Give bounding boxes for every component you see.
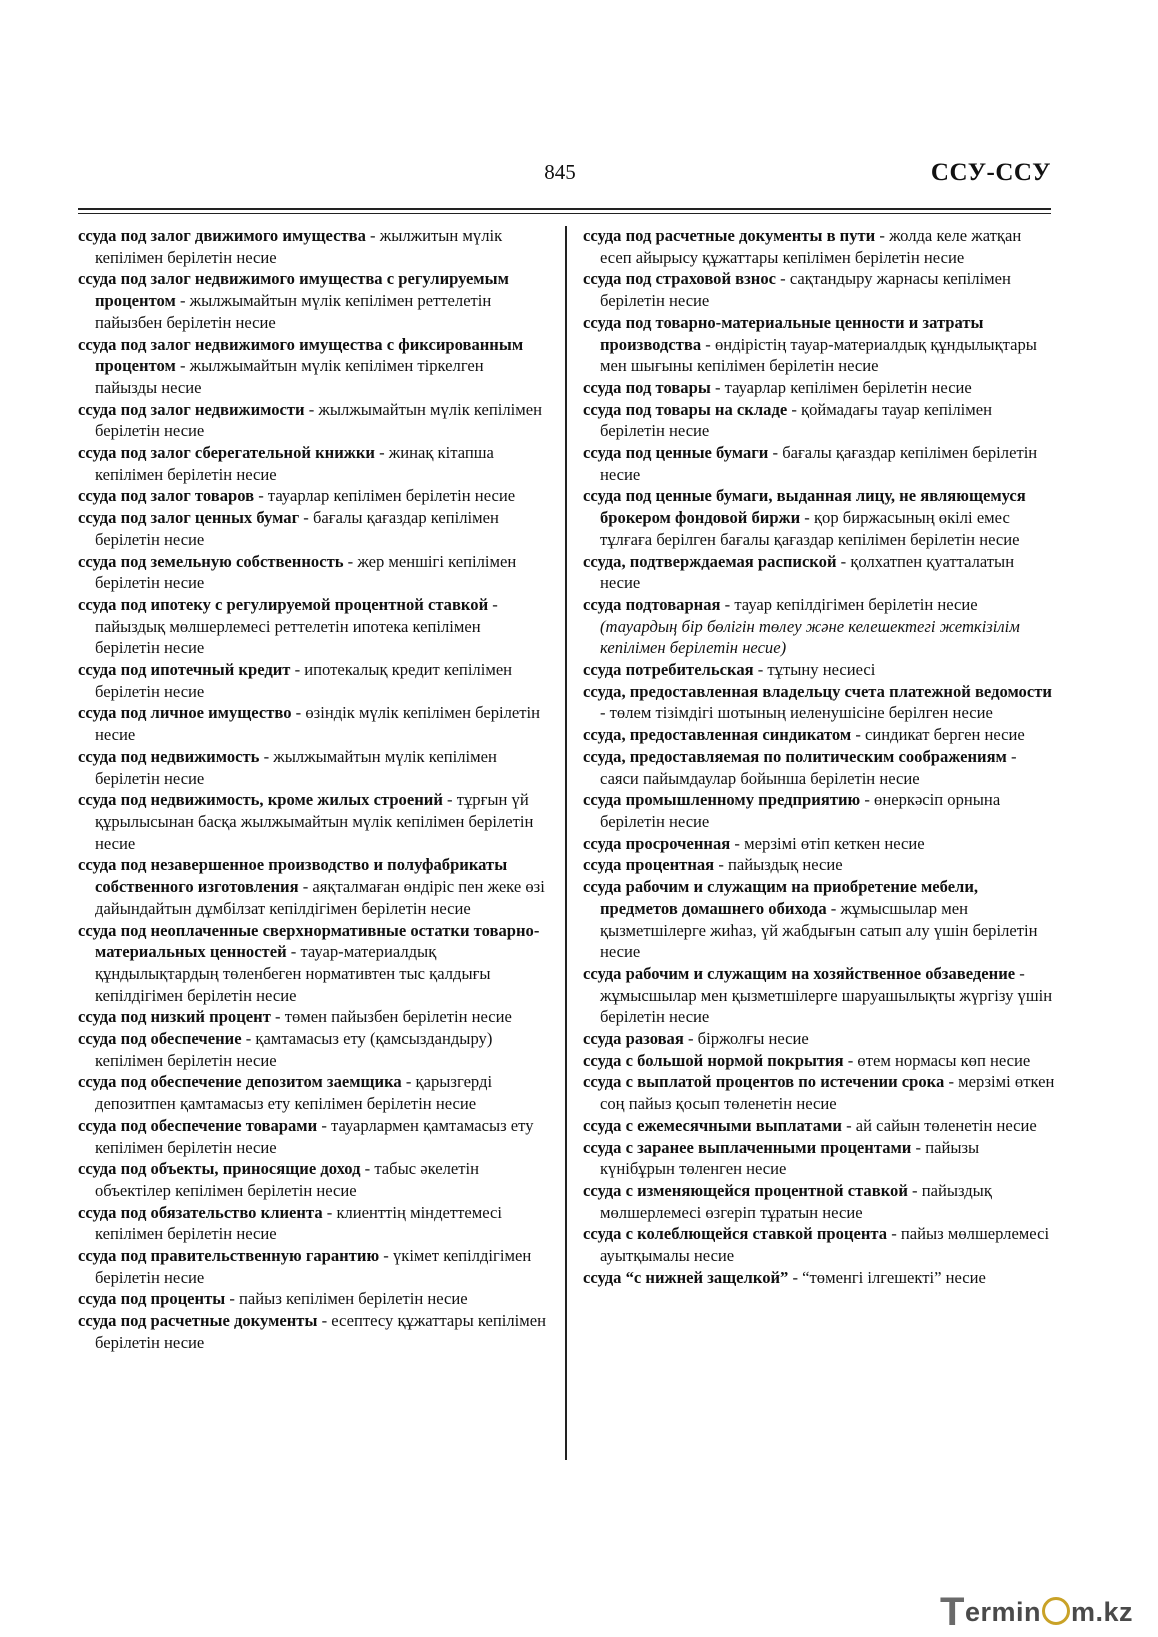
entry-term: ссуда промышленному предприятию	[583, 790, 861, 810]
entry-definition: - қарызгерді депозитпен қамтамасыз ету кепілімен берілетін несие	[95, 1072, 493, 1114]
entry-definition: - тауар кепілдігімен берілетін несие	[720, 594, 978, 614]
entry-definition: - өзіндік мүлік кепілімен берілетін несие	[95, 703, 541, 745]
dictionary-entry	[78, 1158, 548, 1201]
dictionary-entry	[583, 1137, 1055, 1180]
entry-definition: - жолда келе жатқан есеп айырысу құжаттары кепілімен берілетін несие	[600, 226, 1022, 267]
entry-definition: - төлем тізімдігі шотының иеленушісіне берілген несие	[600, 703, 993, 723]
entry-term: ссуда под обеспечение депозитом заемщика	[78, 1072, 402, 1092]
entry-definition: - тұтыну несиесі	[753, 660, 876, 680]
entry-definition: - клиенттің міндеттемесі кепілімен берілетін несие	[95, 1202, 502, 1244]
entry-term: ссуда под залог недвижимого имущества с регулируемым процентом	[78, 269, 509, 311]
entry-definition: - тауарлар кепілімен берілетін несие	[254, 486, 516, 506]
entry-term: ссуда под залог ценных бумаг	[78, 508, 300, 528]
dictionary-entry	[583, 1267, 1055, 1289]
dictionary-entry	[583, 312, 1055, 377]
dictionary-entry	[583, 724, 1055, 746]
entry-definition: - табыс әкелетін объектілер кепілімен берілетін несие	[95, 1159, 480, 1200]
entry-term: ссуда под залог сберегательной книжки	[78, 443, 375, 463]
entry-term: ссуда процентная	[583, 855, 715, 875]
entry-definition: - біржолғы несие	[683, 1029, 809, 1049]
entry-term: ссуда под расчетные документы	[78, 1311, 318, 1331]
dictionary-entry	[78, 225, 548, 268]
entry-definition: - тауарлар кепілімен берілетін несие	[710, 377, 972, 397]
entry-definition: - жылжитын мүлік кепілімен берілетін несие	[95, 226, 503, 267]
dictionary-entry	[78, 507, 548, 550]
entry-term: ссуда под личное имущество	[78, 703, 292, 723]
dictionary-entry	[78, 1115, 548, 1158]
entry-definition: - өтем нормасы көп несие	[843, 1050, 1031, 1070]
entry-term: ссуда под обязательство клиента	[78, 1202, 323, 1222]
entry-term: ссуда рабочим и служащим на приобретение мебели, предметов домашнего обихода	[583, 877, 979, 918]
entry-term: ссуда “с нижней защелкой”	[583, 1267, 789, 1287]
dictionary-entry	[78, 1288, 548, 1310]
entry-definition: - ай сайын төленетін несие	[841, 1115, 1037, 1135]
dictionary-entry	[583, 442, 1055, 485]
dictionary-entry	[78, 920, 548, 1007]
entry-definition: - ипотекалық кредит кепілімен берілетін несие	[95, 660, 513, 701]
dictionary-entry	[583, 399, 1055, 442]
entry-definition: - қамтамасыз ету (қамсыздандыру) кепілімен берілетін несие	[95, 1029, 493, 1070]
dictionary-entry	[583, 551, 1055, 594]
dictionary-entry	[583, 789, 1055, 832]
entry-term: ссуда с заранее выплаченными процентами	[583, 1137, 912, 1157]
entry-definition: - мерзімі өтіп кеткен несие	[730, 833, 925, 853]
dictionary-entry	[78, 659, 548, 702]
dictionary-entry	[78, 268, 548, 333]
entry-definition: - синдикат берген несие	[851, 725, 1025, 745]
entry-term: ссуда под правительственную гарантию	[78, 1246, 380, 1266]
entry-term: ссуда, предоставленная синдикатом	[583, 725, 852, 745]
entry-definition: - жұмысшылар мен қызметшілерге жиһаз, үй жабдығын сатып алу үшін берілетін несие	[600, 898, 1038, 962]
entry-definition: - жылжымайтын мүлік кепілімен берілетін несие	[95, 746, 497, 788]
entry-definition: - жинақ кітапша кепілімен берілетін несие	[95, 443, 494, 484]
dictionary-entry	[78, 1006, 548, 1028]
entry-term: ссуда под ипотечный кредит	[78, 660, 291, 680]
entry-term: ссуда под страховой взнос	[583, 269, 777, 289]
dictionary-entry	[78, 334, 548, 399]
entry-definition: - аяқталмаған өндіріс пен жеке өзі дайындайтын дұмбілзат кепілдігімен берілетін несие	[95, 877, 545, 918]
dictionary-entry	[583, 963, 1055, 1028]
entry-term: ссуда под товарно-материальные ценности и затраты производства	[583, 312, 984, 354]
logo-text-part2: m.kz	[1070, 1597, 1133, 1627]
dictionary-entry	[583, 1223, 1055, 1266]
logo-text-part1: ermin	[964, 1597, 1041, 1627]
entry-definition: - өндірістің тауар-материалдық құндылықтары мен шығыны кепілімен берілетін несие	[600, 334, 1037, 376]
right-column	[583, 225, 1055, 1288]
entry-term: ссуда под товары на складе	[583, 399, 788, 419]
entry-definition: - бағалы қағаздар кепілімен берілетін несие	[600, 443, 1038, 484]
entry-term: ссуда под обеспечение товарами	[78, 1115, 318, 1135]
entry-term: ссуда с ежемесячными выплатами	[583, 1115, 842, 1135]
dictionary-entry	[583, 746, 1055, 789]
entry-definition: - сақтандыру жарнасы кепілімен берілетін несие	[600, 269, 1011, 311]
dictionary-entry	[78, 399, 548, 442]
dictionary-entry	[583, 268, 1055, 311]
header-rule-thick	[78, 208, 1051, 210]
dictionary-entry	[78, 1071, 548, 1114]
entry-term: ссуда с выплатой процентов по истечении срока	[583, 1072, 945, 1092]
entry-definition: - қор биржасының өкілі емес тұлғаға берілген бағалы қағаздар кепілімен берілетін несие	[600, 508, 1020, 549]
entry-term: ссуда под залог недвижимого имущества с фиксированным процентом	[78, 334, 524, 376]
entry-term: ссуда разовая	[583, 1029, 684, 1049]
dictionary-entry	[583, 833, 1055, 855]
entry-term: ссуда под товары	[583, 377, 711, 397]
header-rule-thin	[78, 213, 1051, 214]
entry-term: ссуда под объекты, приносящие доход	[78, 1159, 361, 1179]
entry-term: ссуда под ипотеку с регулируемой процентной ставкой	[78, 594, 489, 614]
dictionary-entry	[583, 1050, 1055, 1072]
dictionary-entry	[583, 225, 1055, 268]
running-head: ССУ-ССУ	[930, 159, 1051, 186]
dictionary-entry	[78, 854, 548, 919]
dictionary-entry	[78, 1310, 548, 1353]
left-column	[78, 225, 548, 1354]
dictionary-entry	[583, 876, 1055, 963]
entry-term: ссуда с изменяющейся процентной ставкой	[583, 1180, 908, 1200]
dictionary-entry	[583, 1028, 1055, 1050]
entry-term: ссуда под низкий процент	[78, 1007, 271, 1027]
entry-definition: - жылжымайтын мүлік кепілімен тіркелген пайызды несие	[95, 356, 484, 397]
entry-term: ссуда под ценные бумаги, выданная лицу, не являющемуся брокером фондовой биржи	[583, 486, 1026, 528]
dictionary-entry	[78, 594, 548, 659]
dictionary-entry	[583, 377, 1055, 399]
entry-term: ссуда, подтверждаемая распиской	[583, 551, 837, 571]
dictionary-entry	[78, 702, 548, 745]
entry-definition: - саяси пайымдаулар бойынша берілетін несие	[600, 746, 1017, 788]
entry-term: ссуда подтоварная	[583, 594, 721, 614]
entry-term: ссуда рабочим и служащим на хозяйственное обзаведение	[583, 963, 1016, 983]
entry-term: ссуда под расчетные документы в пути	[583, 226, 876, 245]
entry-term: ссуда под незавершенное производство и полуфабрикаты собственного изготовления	[78, 855, 508, 897]
entry-definition: - жұмысшылар мен қызметшілерге шаруашылықты жүргізу үшін берілетін несие	[600, 963, 1053, 1027]
dictionary-entry	[78, 442, 548, 485]
entry-definition: - тауар-материалдық құндылықтардың төленбеген нормативтен тыс қалдығы кепілдігімен берілетін несие	[95, 942, 491, 1005]
entry-definition: - пайыз мөлшерлемесі ауытқымалы несие	[600, 1224, 1050, 1266]
dictionary-entry	[78, 1245, 548, 1288]
entry-term: ссуда под земельную собственность	[78, 551, 344, 571]
entry-term: ссуда под недвижимость	[78, 746, 260, 766]
entry-term: ссуда, предоставленная владельцу счета платежной ведомости	[583, 681, 1052, 701]
entry-definition: - бағалы қағаздар кепілімен берілетін несие	[95, 508, 499, 549]
dictionary-entry	[78, 485, 548, 507]
entry-term: ссуда под ценные бумаги	[583, 443, 769, 463]
page-number: 845	[544, 160, 576, 184]
entry-definition: - пайызы күнібұрын төленген несие	[600, 1137, 980, 1179]
entry-definition: - тауарлармен қамтамасыз ету кепілімен берілетін несие	[95, 1115, 534, 1157]
entry-definition: - жылжымайтын мүлік кепілімен берілетін несие	[95, 399, 543, 441]
entry-term: ссуда под обеспечение	[78, 1029, 242, 1049]
dictionary-entry	[583, 1071, 1055, 1114]
dictionary-entry	[583, 681, 1055, 724]
entry-term: ссуда под залог недвижимости	[78, 399, 305, 419]
entry-definition: - жылжымайтын мүлік кепілімен реттелетін пайызбен берілетін несие	[95, 291, 492, 332]
entry-term: ссуда под недвижимость, кроме жилых строений	[78, 790, 443, 810]
dictionary-entry	[583, 1180, 1055, 1223]
dictionary-entry	[78, 551, 548, 594]
dictionary-entry	[78, 789, 548, 854]
entry-term: ссуда просроченная	[583, 833, 731, 853]
entry-note: (тауардың бір бөлігін төлеу және келешектегі жеткізілім кепілімен берілетін несие)	[600, 616, 1020, 658]
entry-term: ссуда под залог движимого имущества	[78, 226, 366, 245]
dictionary-entry	[78, 746, 548, 789]
entry-definition: - “төменгі ілгешекті” несие	[788, 1267, 986, 1287]
column-divider	[565, 226, 567, 1460]
dictionary-entry	[583, 1115, 1055, 1137]
entry-term: ссуда, предоставляемая по политическим соображениям	[583, 746, 1007, 766]
entry-term: ссуда с колеблющейся ставкой процента	[583, 1224, 888, 1244]
termincom-logo	[940, 1586, 1140, 1634]
dictionary-entry	[583, 854, 1055, 876]
entry-definition: - мерзімі өткен соң пайыз қосып төленетін несие	[600, 1072, 1055, 1114]
entry-definition: - пайыздық мөлшерлемесі өзгеріп тұратын несие	[600, 1180, 992, 1222]
entry-term: ссуда потребительская	[583, 660, 754, 680]
logo-ring-icon	[1042, 1597, 1070, 1625]
entry-definition: - қолхатпен қуатталатын несие	[600, 551, 1015, 593]
entry-definition: - есептесу құжаттары кепілімен берілетін несие	[95, 1311, 547, 1352]
entry-term: ссуда с большой нормой покрытия	[583, 1050, 844, 1070]
dictionary-entry	[78, 1028, 548, 1071]
dictionary-entry	[583, 594, 1055, 659]
entry-definition: - үкімет кепілдігімен берілетін несие	[95, 1246, 532, 1287]
entry-definition: - жер меншігі кепілімен берілетін несие	[95, 551, 517, 593]
entry-definition: - пайыз кепілімен берілетін несие	[225, 1289, 468, 1309]
entry-definition: - тұрғын үй құрылысынан басқа жылжымайтын мүлік кепілімен берілетін несие	[95, 790, 534, 853]
dictionary-entry	[583, 659, 1055, 681]
entry-term: ссуда под залог товаров	[78, 486, 255, 506]
entry-definition: - пайыздық мөлшерлемесі реттелетін ипотека кепілімен берілетін несие	[95, 594, 498, 658]
entry-definition: - пайыздық несие	[714, 855, 843, 875]
entry-term: ссуда под проценты	[78, 1289, 226, 1309]
entry-definition: - төмен пайызбен берілетін несие	[270, 1007, 512, 1027]
entry-definition: - өнеркәсіп орнына берілетін несие	[600, 790, 1001, 831]
logo-letter-t: T	[940, 1590, 965, 1634]
entry-term: ссуда под неоплаченные сверхнормативные остатки товарно-материальных ценностей	[78, 920, 540, 962]
entry-definition: - қоймадағы тауар кепілімен берілетін несие	[600, 399, 992, 441]
dictionary-entry	[78, 1202, 548, 1245]
dictionary-entry	[583, 485, 1055, 550]
